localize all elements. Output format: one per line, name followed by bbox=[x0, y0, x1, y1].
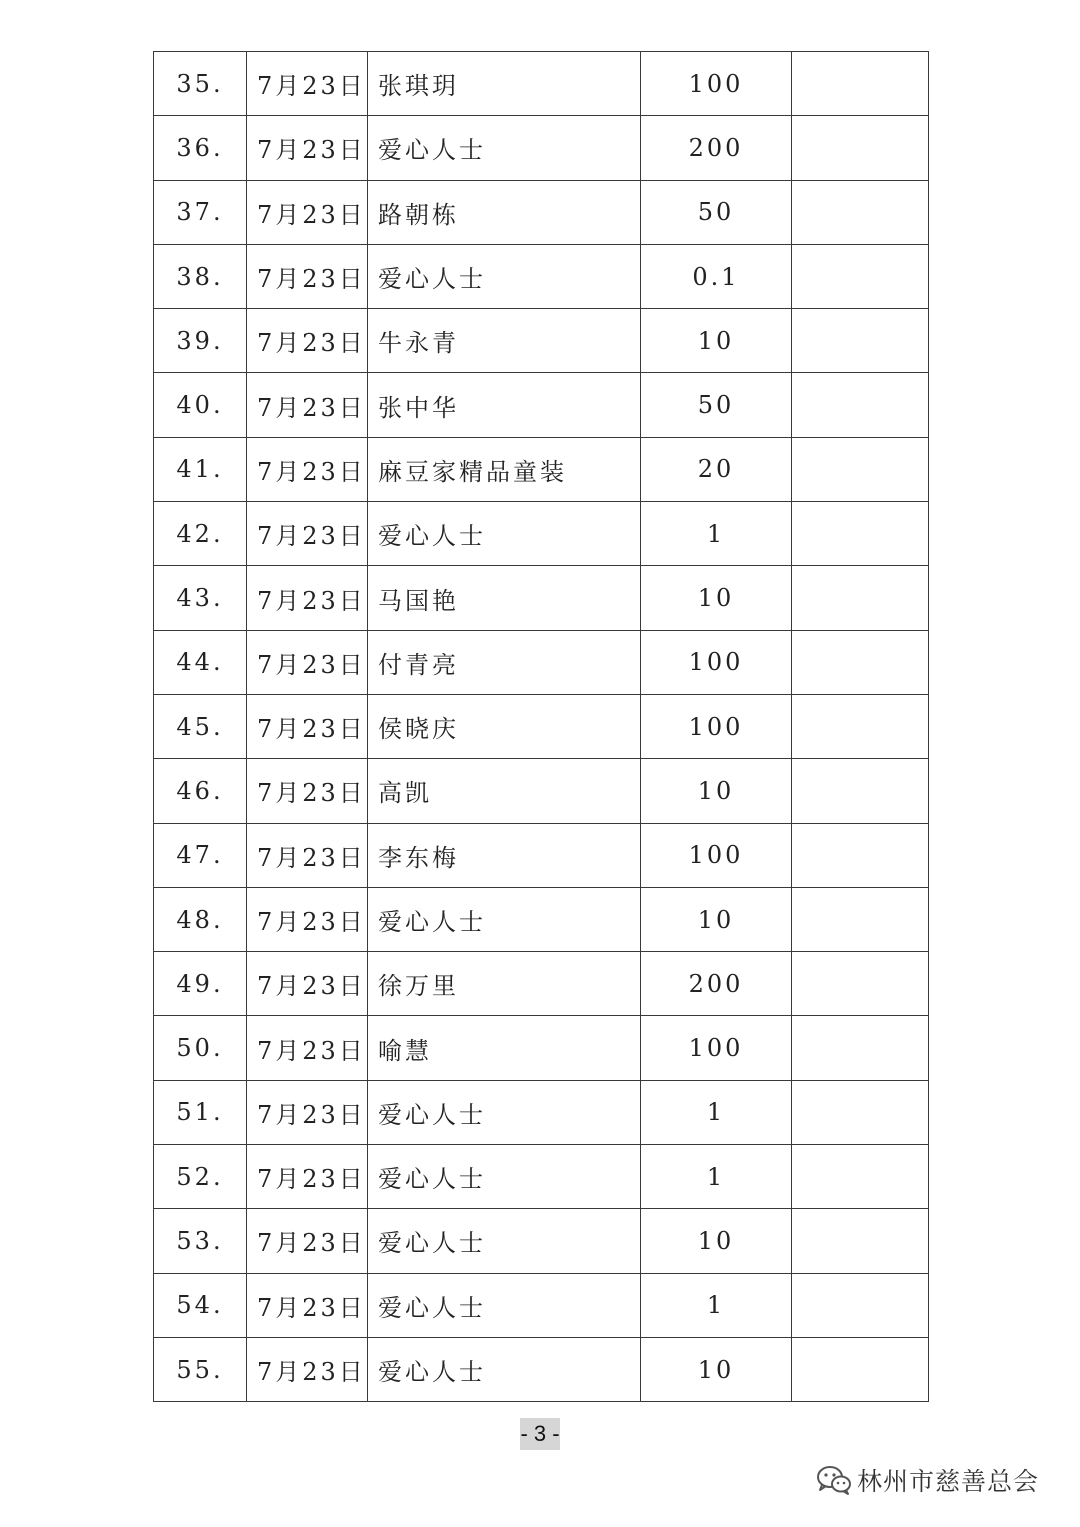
row-index: 51. bbox=[154, 1080, 247, 1144]
table-row bbox=[154, 630, 929, 694]
row-note bbox=[792, 823, 929, 887]
row-note bbox=[792, 373, 929, 437]
row-note bbox=[792, 566, 929, 630]
watermark bbox=[815, 1460, 1039, 1500]
row-note bbox=[792, 694, 929, 758]
row-index: 38. bbox=[154, 244, 247, 308]
table-row bbox=[154, 180, 929, 244]
table-row bbox=[154, 373, 929, 437]
row-index: 40. bbox=[154, 373, 247, 437]
table-row bbox=[154, 116, 929, 180]
row-date: 7月23日 bbox=[247, 887, 368, 951]
row-note bbox=[792, 1080, 929, 1144]
donation-amount: 50 bbox=[641, 373, 792, 437]
table-row bbox=[154, 1016, 929, 1080]
row-index: 36. bbox=[154, 116, 247, 180]
row-note bbox=[792, 1273, 929, 1337]
donation-amount: 100 bbox=[641, 823, 792, 887]
row-note bbox=[792, 116, 929, 180]
table-row bbox=[154, 309, 929, 373]
row-index: 46. bbox=[154, 759, 247, 823]
table-row bbox=[154, 759, 929, 823]
donor-name: 爱心人士 bbox=[368, 1209, 641, 1273]
table-row bbox=[154, 1145, 929, 1209]
row-index: 37. bbox=[154, 180, 247, 244]
row-index: 49. bbox=[154, 952, 247, 1016]
donor-name: 爱心人士 bbox=[368, 116, 641, 180]
table-row bbox=[154, 437, 929, 501]
table-row bbox=[154, 1209, 929, 1273]
row-index: 44. bbox=[154, 630, 247, 694]
table-row bbox=[154, 823, 929, 887]
donation-amount: 10 bbox=[641, 887, 792, 951]
row-date: 7月23日 bbox=[247, 952, 368, 1016]
table-body bbox=[154, 52, 929, 1402]
row-note bbox=[792, 1016, 929, 1080]
donation-table bbox=[153, 51, 929, 1402]
donation-amount: 1 bbox=[641, 502, 792, 566]
row-index: 35. bbox=[154, 52, 247, 116]
donation-amount: 200 bbox=[641, 952, 792, 1016]
donation-amount: 10 bbox=[641, 566, 792, 630]
row-note bbox=[792, 887, 929, 951]
row-date: 7月23日 bbox=[247, 1337, 368, 1401]
donor-name: 高凯 bbox=[368, 759, 641, 823]
row-note bbox=[792, 1145, 929, 1209]
donor-name: 牛永青 bbox=[368, 309, 641, 373]
row-date: 7月23日 bbox=[247, 244, 368, 308]
donor-name: 爱心人士 bbox=[368, 1145, 641, 1209]
row-date: 7月23日 bbox=[247, 437, 368, 501]
row-note bbox=[792, 244, 929, 308]
donor-name: 爱心人士 bbox=[368, 1273, 641, 1337]
donation-amount: 100 bbox=[641, 630, 792, 694]
donation-amount: 1 bbox=[641, 1273, 792, 1337]
table-row bbox=[154, 1080, 929, 1144]
donor-name: 爱心人士 bbox=[368, 1080, 641, 1144]
row-index: 39. bbox=[154, 309, 247, 373]
row-date: 7月23日 bbox=[247, 1273, 368, 1337]
donation-amount: 1 bbox=[641, 1145, 792, 1209]
table-row bbox=[154, 887, 929, 951]
donor-name: 路朝栋 bbox=[368, 180, 641, 244]
row-date: 7月23日 bbox=[247, 694, 368, 758]
donation-amount: 50 bbox=[641, 180, 792, 244]
row-note bbox=[792, 502, 929, 566]
row-note bbox=[792, 1209, 929, 1273]
donor-name: 张中华 bbox=[368, 373, 641, 437]
table-row bbox=[154, 566, 929, 630]
donor-name: 爱心人士 bbox=[368, 1337, 641, 1401]
row-date: 7月23日 bbox=[247, 1080, 368, 1144]
row-note bbox=[792, 952, 929, 1016]
page-number: - 3 - bbox=[520, 1418, 560, 1450]
donation-amount: 20 bbox=[641, 437, 792, 501]
row-index: 53. bbox=[154, 1209, 247, 1273]
row-date: 7月23日 bbox=[247, 759, 368, 823]
donor-name: 爱心人士 bbox=[368, 887, 641, 951]
donor-name: 喻慧 bbox=[368, 1016, 641, 1080]
donation-amount: 10 bbox=[641, 1209, 792, 1273]
row-date: 7月23日 bbox=[247, 373, 368, 437]
table-row bbox=[154, 1273, 929, 1337]
row-date: 7月23日 bbox=[247, 1016, 368, 1080]
row-note bbox=[792, 437, 929, 501]
watermark-text: 林州市慈善总会 bbox=[857, 1467, 1040, 1496]
row-index: 42. bbox=[154, 502, 247, 566]
row-date: 7月23日 bbox=[247, 1209, 368, 1273]
row-index: 52. bbox=[154, 1145, 247, 1209]
row-date: 7月23日 bbox=[247, 823, 368, 887]
row-date: 7月23日 bbox=[247, 566, 368, 630]
donation-amount: 10 bbox=[641, 1337, 792, 1401]
donor-name: 徐万里 bbox=[368, 952, 641, 1016]
donation-amount: 10 bbox=[641, 759, 792, 823]
donation-amount: 100 bbox=[641, 52, 792, 116]
row-index: 48. bbox=[154, 887, 247, 951]
donor-name: 爱心人士 bbox=[368, 244, 641, 308]
table-row bbox=[154, 694, 929, 758]
row-index: 47. bbox=[154, 823, 247, 887]
row-date: 7月23日 bbox=[247, 52, 368, 116]
donor-name: 麻豆家精品童装 bbox=[368, 437, 641, 501]
row-index: 43. bbox=[154, 566, 247, 630]
row-date: 7月23日 bbox=[247, 1145, 368, 1209]
row-date: 7月23日 bbox=[247, 116, 368, 180]
row-index: 45. bbox=[154, 694, 247, 758]
row-note bbox=[792, 52, 929, 116]
donation-amount: 1 bbox=[641, 1080, 792, 1144]
row-index: 41. bbox=[154, 437, 247, 501]
row-note bbox=[792, 759, 929, 823]
table-row bbox=[154, 952, 929, 1016]
row-date: 7月23日 bbox=[247, 180, 368, 244]
row-note bbox=[792, 630, 929, 694]
donation-amount: 200 bbox=[641, 116, 792, 180]
donation-amount: 0.1 bbox=[641, 244, 792, 308]
wechat-icon bbox=[815, 1464, 853, 1496]
row-index: 54. bbox=[154, 1273, 247, 1337]
row-date: 7月23日 bbox=[247, 630, 368, 694]
row-note bbox=[792, 1337, 929, 1401]
row-note bbox=[792, 180, 929, 244]
donor-name: 李东梅 bbox=[368, 823, 641, 887]
donation-amount: 10 bbox=[641, 309, 792, 373]
donor-name: 马国艳 bbox=[368, 566, 641, 630]
table-row bbox=[154, 52, 929, 116]
row-date: 7月23日 bbox=[247, 502, 368, 566]
row-date: 7月23日 bbox=[247, 309, 368, 373]
donor-name: 张琪玥 bbox=[368, 52, 641, 116]
table-row bbox=[154, 1337, 929, 1401]
donor-name: 爱心人士 bbox=[368, 502, 641, 566]
donor-name: 付青亮 bbox=[368, 630, 641, 694]
table-row bbox=[154, 502, 929, 566]
row-note bbox=[792, 309, 929, 373]
donation-amount: 100 bbox=[641, 1016, 792, 1080]
donation-amount: 100 bbox=[641, 694, 792, 758]
row-index: 55. bbox=[154, 1337, 247, 1401]
table-row bbox=[154, 244, 929, 308]
donor-name: 侯晓庆 bbox=[368, 694, 641, 758]
row-index: 50. bbox=[154, 1016, 247, 1080]
